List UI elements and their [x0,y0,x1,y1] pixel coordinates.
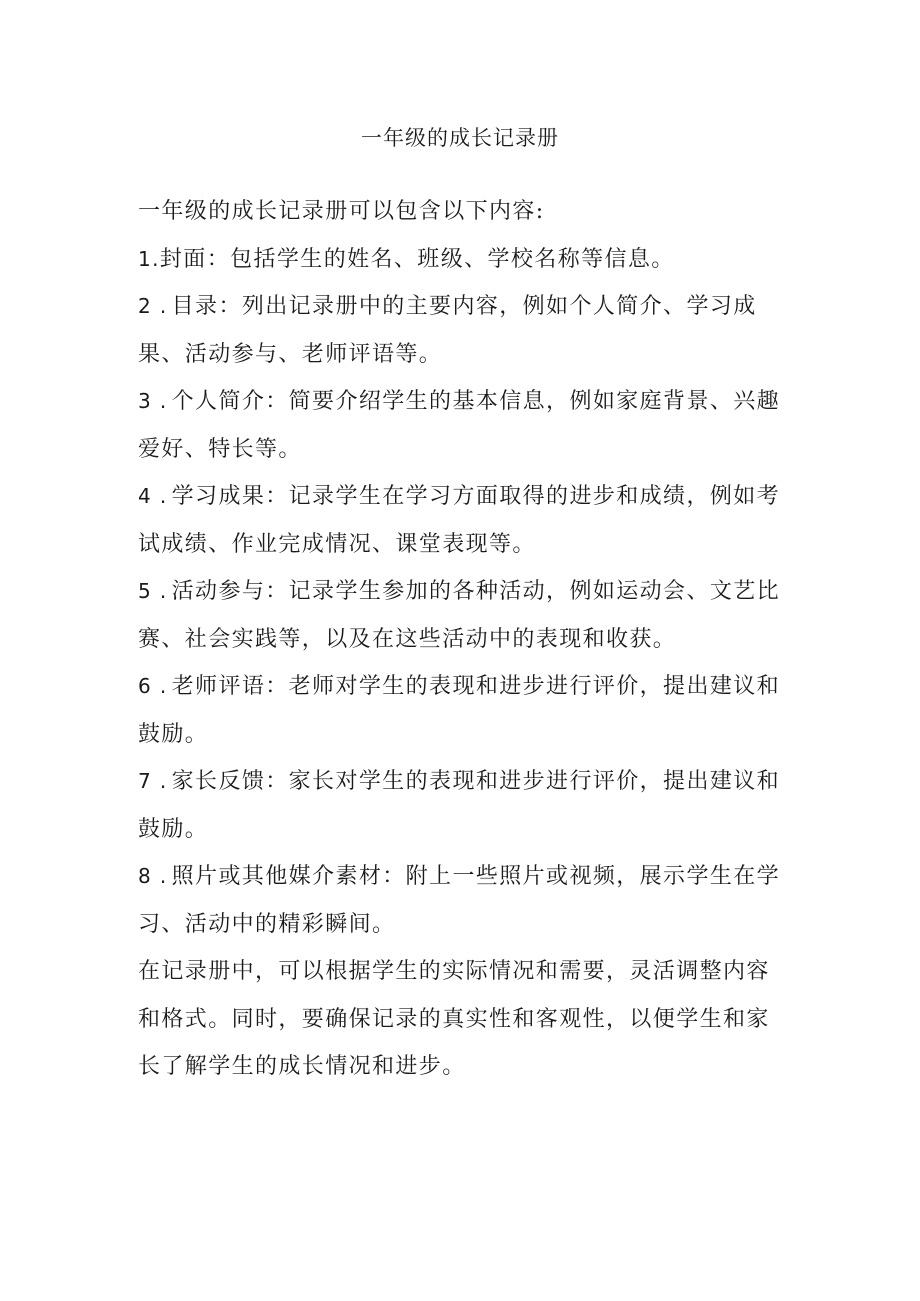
list-item-text: 家长反馈：家长对学生的表现和进步进行评价，提出建议和鼓励。 [138,769,781,842]
list-item-number: 6 . [138,674,168,698]
list-item-number: 8 . [138,864,168,888]
list-item [138,378,788,473]
list-item-text: 活动参与：记录学生参加的各种活动，例如运动会、文艺比赛、社会实践等，以及在这些活动中的表现和收获。 [138,579,781,652]
document-title: 一年级的成长记录册 [361,126,559,150]
list-item-number: 2 . [138,294,168,318]
list-item [138,568,788,663]
list-item-text: 封面：包括学生的姓名、班级、学校名称等信息。 [159,246,675,272]
list-item [138,236,788,284]
list-item-text: 老师评语：老师对学生的表现和进步进行评价，提出建议和鼓励。 [138,674,781,747]
list-item-text: 照片或其他媒介素材：附上一些照片或视频，展示学生在学习、活动中的精彩瞬间。 [138,864,781,937]
list-item-number: 7 . [138,769,168,793]
list-item-number: 4 . [138,484,168,508]
list-item-number: 5 . [138,579,168,603]
list-item [138,283,788,378]
list-item [138,758,788,853]
list-item-text: 目录：列出记录册中的主要内容，例如个人简介、学习成果、活动参与、老师评语等。 [138,294,757,367]
list-item [138,853,788,948]
list-item [138,663,788,758]
list-item-number: 3 . [138,389,168,413]
list-item [138,473,788,568]
list-item-number: 1. [138,246,160,271]
document-body [138,188,788,1091]
closing-paragraph: 在记录册中，可以根据学生的实际情况和需要，灵活调整内容和格式。同时，要确保记录的真实性和客观性，以便学生和家长了解学生的成长情况和进步。 [138,959,770,1079]
intro-paragraph: 一年级的成长记录册可以包含以下内容: [138,199,545,224]
list-item-text: 学习成果：记录学生在学习方面取得的进步和成绩，例如考试成绩、作业完成情况、课堂表现等。 [138,484,781,557]
list-item-text: 个人简介：简要介绍学生的基本信息，例如家庭背景、兴趣爱好、特长等。 [138,389,781,462]
